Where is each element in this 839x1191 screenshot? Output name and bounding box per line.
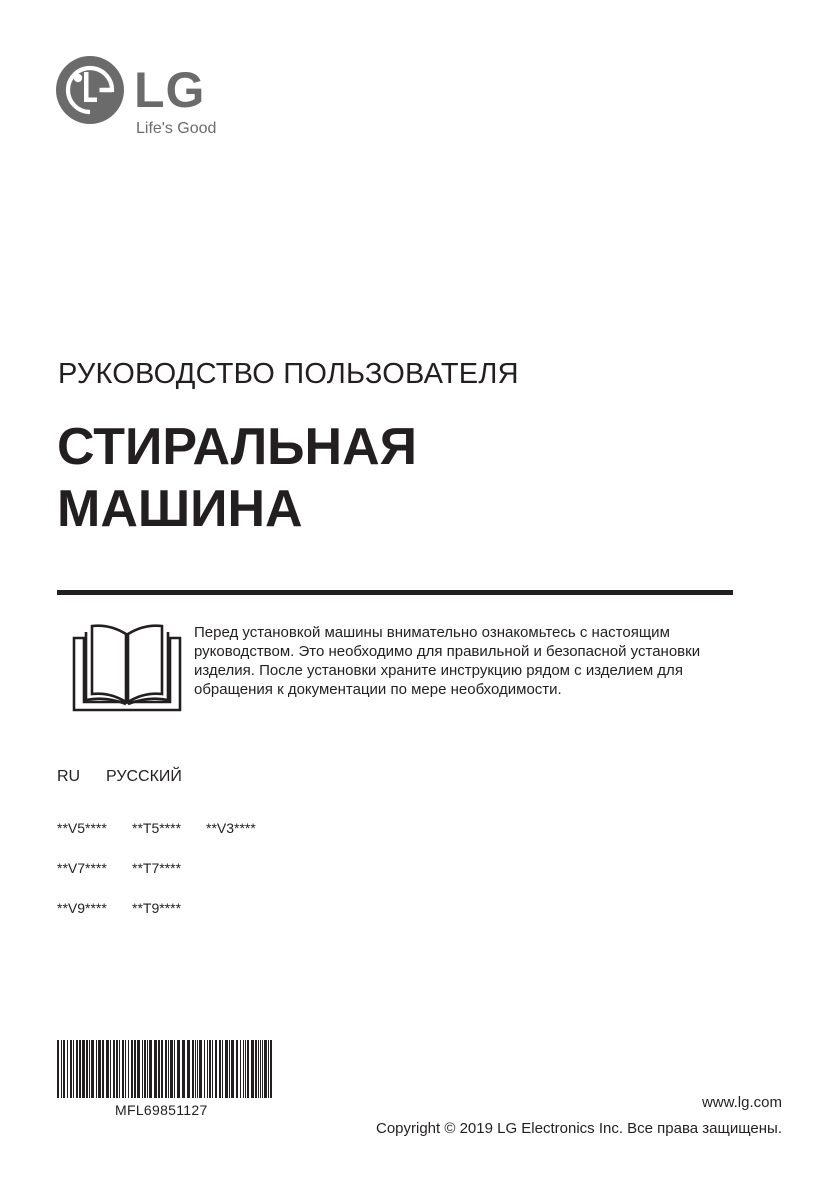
model-code: **V7**** — [57, 860, 107, 876]
notice-text — [194, 623, 794, 699]
logo-tagline: Life's Good — [136, 120, 217, 137]
language-name: РУССКИЙ — [106, 768, 182, 785]
notice-line: изделия. После установки храните инструкцию рядом с изделием для — [194, 662, 683, 679]
website-url: www.lg.com — [701, 1094, 782, 1111]
notice-line: обращения к документации по мере необходимости. — [194, 681, 562, 698]
logo-brand-text: LG — [134, 62, 206, 118]
product-title-line1: СТИРАЛЬНАЯ — [57, 418, 418, 476]
model-code: **V9**** — [57, 900, 107, 916]
document-type: РУКОВОДСТВО ПОЛЬЗОВАТЕЛЯ — [58, 358, 519, 390]
notice-line: руководством. Это необходимо для правильной и безопасной установки — [194, 643, 701, 660]
open-book-icon — [72, 622, 182, 712]
product-title — [57, 416, 417, 540]
product-title-line2: МАШИНА — [57, 480, 303, 538]
lg-logo — [56, 56, 236, 146]
model-code: **T9**** — [132, 900, 182, 916]
model-code: **V5**** — [57, 820, 107, 836]
lg-face-logo-icon — [56, 56, 124, 124]
model-code: **T7**** — [132, 860, 182, 876]
notice-line: Перед установкой машины внимательно ознакомьтесь с настоящим — [194, 624, 670, 641]
barcode-icon — [57, 1040, 273, 1098]
model-code: **T5**** — [132, 820, 182, 836]
language-code: RU — [57, 768, 81, 785]
divider — [57, 590, 733, 595]
part-number: MFL69851127 — [115, 1102, 208, 1118]
model-code: **V3**** — [206, 820, 256, 836]
copyright-text: Copyright © 2019 LG Electronics Inc. Все права защищены. — [376, 1120, 782, 1137]
